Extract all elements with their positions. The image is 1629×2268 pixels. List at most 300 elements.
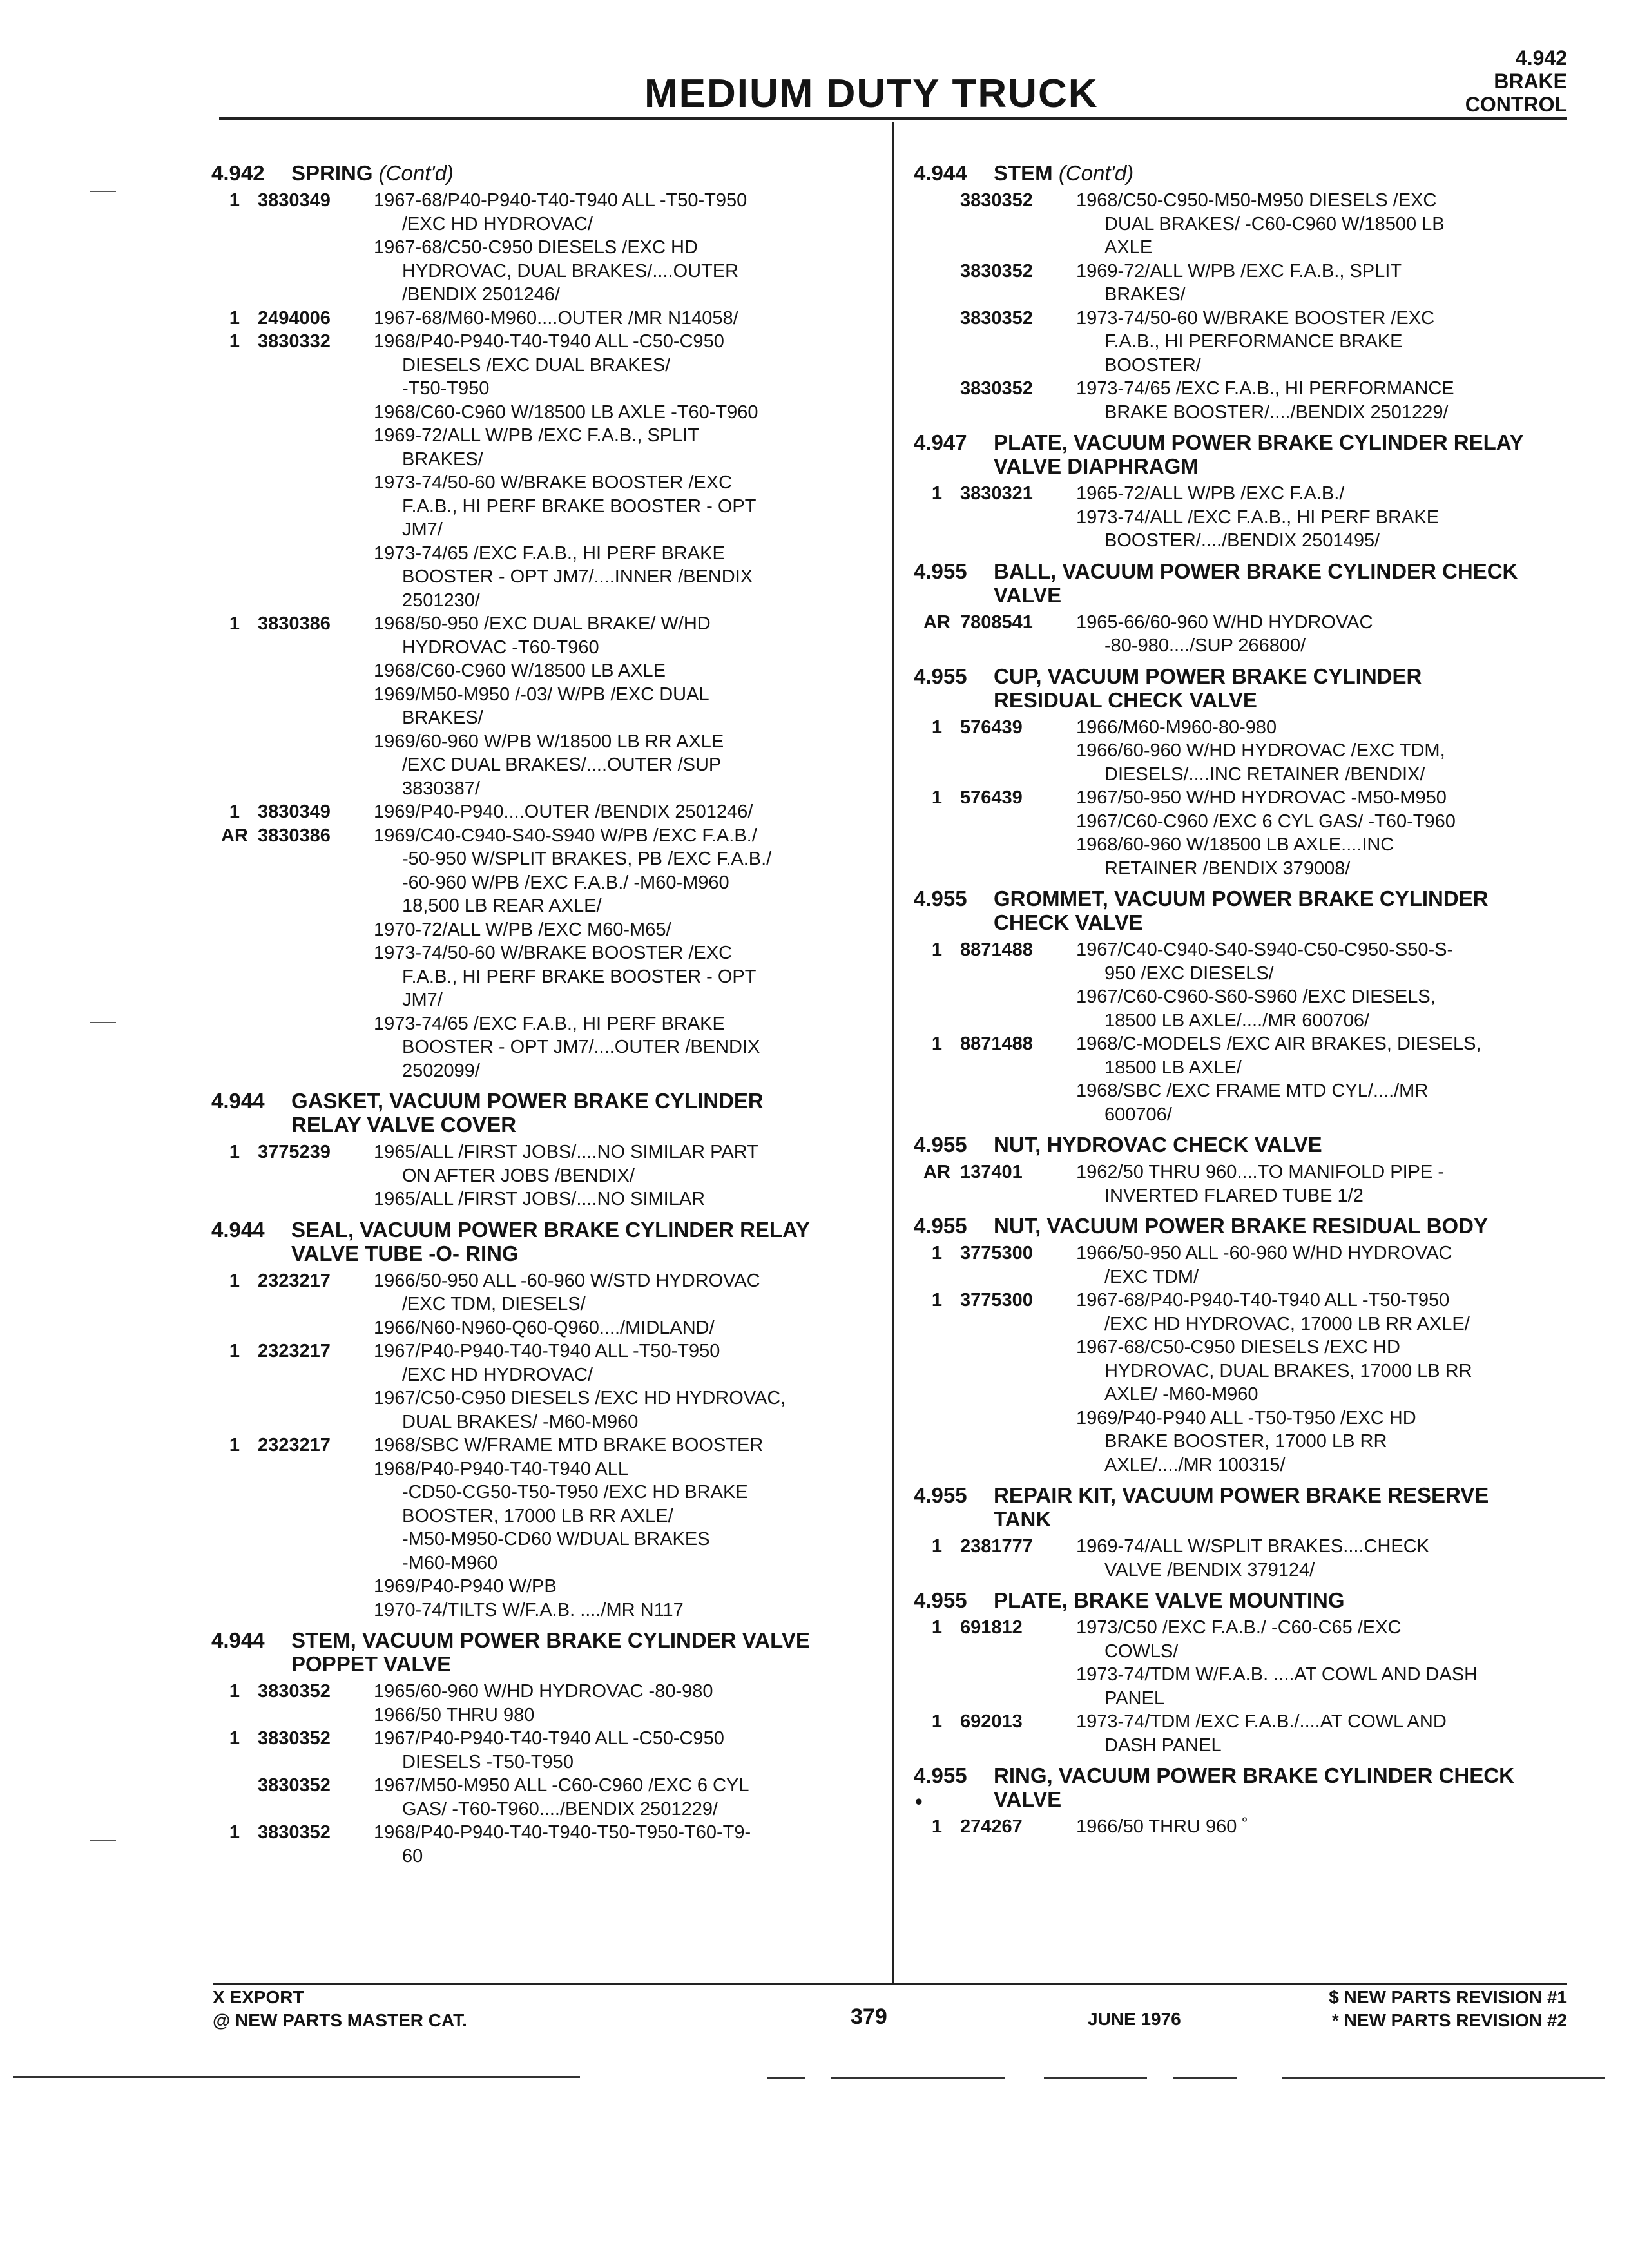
description-line: 1966/50 THRU 960 ˚ (1076, 1816, 1249, 1837)
description-line: -M60-M960 (402, 1552, 498, 1573)
description-line: -60-960 W/PB /EXC F.A.B./ -M60-M960 (402, 872, 729, 893)
description-line: 1969/60-960 W/PB W/18500 LB RR AXLE (374, 731, 724, 752)
description-line: 1965/60-960 W/HD HYDROVAC -80-980 (374, 1681, 713, 1702)
part-number: 3830352 (960, 260, 1033, 282)
description-line: 1967/P40-P940-T40-T940 ALL -C50-C950 (374, 1728, 724, 1749)
part-description (374, 1774, 875, 1821)
part-quantity (211, 1774, 258, 1821)
part-quantity: 1 (229, 802, 240, 822)
part-number: 3830352 (258, 1681, 331, 1702)
part-quantity: 1 (229, 1681, 240, 1702)
part-description (1076, 1710, 1565, 1757)
description-line: 18,500 LB REAR AXLE/ (402, 896, 602, 916)
part-number: 691812 (960, 1617, 1023, 1638)
part-description (374, 1340, 875, 1434)
description-line: 1969/M50-M950 /-03/ W/PB /EXC DUAL (374, 684, 709, 705)
section-title (994, 1483, 1565, 1531)
part-description (1076, 716, 1565, 787)
part-quantity: 1 (931, 483, 943, 504)
part-entry (914, 1289, 1565, 1477)
section-title-line: RELAY VALVE COVER (291, 1113, 517, 1137)
part-entry (914, 786, 1565, 880)
part-quantity: 1 (931, 1711, 943, 1732)
description-line: /EXC TDM, DIESELS/ (402, 1294, 586, 1314)
part-entry (914, 938, 1565, 1032)
legend-revision-1: $ NEW PARTS REVISION #1 (1329, 1987, 1567, 2007)
part-entry (211, 800, 875, 824)
part-entry (211, 1269, 875, 1340)
description-line: 1973-74/65 /EXC F.A.B., HI PERF BRAKE (374, 1013, 725, 1034)
description-line: HYDROVAC -T60-T960 (402, 637, 599, 658)
description-line: 1969/P40-P940 W/PB (374, 1576, 557, 1597)
part-quantity (914, 260, 960, 307)
description-line: 1968/C60-C960 W/18500 LB AXLE -T60-T960 (374, 401, 758, 423)
footer-legend-left (213, 1986, 467, 2032)
description-line: 1969/C40-C940-S40-S940 W/PB /EXC F.A.B./ (374, 825, 757, 846)
continued-label: (Cont'd) (1058, 161, 1134, 185)
description-line: 1968/SBC W/FRAME MTD BRAKE BOOSTER (374, 1435, 764, 1456)
section-number: 4.955 (914, 1214, 967, 1238)
section-number: 4.955 (914, 559, 967, 583)
section-title (994, 1763, 1565, 1811)
description-line: 1967/M50-M950 ALL -C60-C960 /EXC 6 CYL (374, 1775, 749, 1796)
part-number: 692013 (960, 1711, 1023, 1732)
section-title-text: STEM (994, 161, 1059, 185)
part-entry (211, 612, 875, 800)
description-line: 1965/ALL /FIRST JOBS/....NO SIMILAR (374, 1189, 706, 1209)
part-entry (914, 377, 1565, 424)
description-line: BRAKE BOOSTER/..../BENDIX 2501229/ (1104, 401, 1449, 423)
description-line: BOOSTER - OPT JM7/....INNER /BENDIX (402, 566, 753, 587)
scan-artifact-line (1044, 2077, 1147, 2079)
part-number: 2323217 (258, 1270, 331, 1291)
part-number: 576439 (960, 787, 1023, 808)
section-title-line: VALVE (994, 582, 1062, 607)
footer-date: JUNE 1976 (1088, 2009, 1181, 2029)
continued-label: (Cont'd) (378, 161, 454, 185)
revision-mark: • (915, 1789, 923, 1813)
section-heading (914, 1588, 1565, 1612)
section-number: 4.947 (914, 430, 967, 454)
part-description (1076, 377, 1565, 424)
part-quantity: 1 (229, 1822, 240, 1843)
description-line: 1969/P40-P940....OUTER /BENDIX 2501246/ (374, 802, 753, 822)
part-number: 3830349 (258, 802, 331, 822)
description-line: DUAL BRAKES/ -M60-M960 (402, 1411, 639, 1432)
part-entry (914, 1710, 1565, 1757)
section-title-line: STEM, VACUUM POWER BRAKE CYLINDER VALVE (291, 1628, 810, 1652)
part-quantity: 1 (931, 1290, 943, 1311)
part-number: 3830352 (960, 190, 1033, 211)
description-line: DASH PANEL (1104, 1735, 1222, 1756)
part-quantity: 1 (931, 1536, 943, 1557)
description-line: 1967/P40-P940-T40-T940 ALL -T50-T950 (374, 1341, 720, 1361)
part-quantity: 1 (229, 613, 240, 634)
description-line: 1965-72/ALL W/PB /EXC F.A.B./ (1076, 483, 1345, 504)
part-description (374, 307, 875, 331)
description-line: 1973/C50 /EXC F.A.B./ -C60-C65 /EXC (1076, 1617, 1402, 1638)
part-entry (211, 1680, 875, 1727)
description-line: JM7/ (402, 519, 443, 540)
part-quantity: 1 (229, 331, 240, 352)
description-line: 1968/P40-P940-T40-T940 ALL -C50-C950 (374, 331, 724, 352)
description-line: AXLE/..../MR 100315/ (1104, 1454, 1286, 1475)
part-number: 3830352 (960, 307, 1033, 329)
description-line: RETAINER /BENDIX 379008/ (1104, 858, 1351, 879)
description-line: HYDROVAC, DUAL BRAKES/....OUTER (402, 260, 739, 282)
page-number: 379 (851, 2004, 887, 2029)
part-description (374, 1269, 875, 1340)
description-line: 1970-72/ALL W/PB /EXC M60-M65/ (374, 919, 671, 940)
section-title-line: CHECK VALVE (994, 910, 1143, 934)
footer-rule (213, 1983, 1567, 1985)
description-line: 1967-68/C50-C950 DIESELS /EXC HD (1076, 1337, 1400, 1358)
section-heading (914, 1133, 1565, 1157)
part-entry (914, 1616, 1565, 1710)
section-title-line: VALVE TUBE -O- RING (291, 1241, 519, 1265)
part-quantity: 1 (229, 307, 240, 329)
description-line: BOOSTER, 17000 LB RR AXLE/ (402, 1505, 673, 1526)
description-line: 1969-72/ALL W/PB /EXC F.A.B., SPLIT (1076, 260, 1402, 282)
part-quantity: 1 (931, 1033, 943, 1054)
part-description (1076, 1289, 1565, 1477)
description-line: 60 (402, 1845, 423, 1867)
scan-artifact-line (831, 2077, 1005, 2079)
part-quantity: 1 (931, 787, 943, 808)
part-quantity (914, 377, 960, 424)
description-line: 1967-68/P40-P940-T40-T940 ALL -T50-T950 (1076, 1290, 1450, 1311)
description-line: 1969-74/ALL W/SPLIT BRAKES....CHECK (1076, 1536, 1430, 1557)
section-number: 4.944 (211, 1089, 265, 1113)
description-line: 950 /EXC DIESELS/ (1104, 963, 1274, 984)
description-line: BRAKES/ (402, 448, 483, 470)
description-line: PANEL (1104, 1687, 1164, 1709)
part-quantity: 1 (229, 1341, 240, 1361)
section-title (994, 664, 1565, 712)
part-quantity: AR (923, 611, 950, 633)
part-description (1076, 1242, 1565, 1289)
description-line: ON AFTER JOBS /BENDIX/ (402, 1165, 635, 1186)
part-number: 8871488 (960, 939, 1033, 960)
section-title (291, 1628, 875, 1676)
section-heading (211, 161, 875, 185)
description-line: /EXC DUAL BRAKES/....OUTER /SUP (402, 754, 722, 775)
part-entry (914, 1032, 1565, 1126)
description-line: BOOSTER - OPT JM7/....OUTER /BENDIX (402, 1037, 760, 1057)
description-line: 1969/P40-P940 ALL -T50-T950 /EXC HD (1076, 1407, 1416, 1428)
section-heading (914, 430, 1565, 478)
description-line: 600706/ (1104, 1104, 1172, 1125)
part-entry (914, 482, 1565, 553)
section-title-line: GASKET, VACUUM POWER BRAKE CYLINDER (291, 1089, 764, 1113)
part-number: 3775300 (960, 1243, 1033, 1264)
description-line: JM7/ (402, 990, 443, 1010)
section-title-line: PLATE, BRAKE VALVE MOUNTING (994, 1588, 1345, 1612)
section-number: 4.955 (914, 887, 967, 910)
section-title-line: RING, VACUUM POWER BRAKE CYLINDER CHECK (994, 1763, 1514, 1787)
part-entry (211, 1340, 875, 1434)
part-description (1076, 1535, 1565, 1582)
part-description (374, 1727, 875, 1774)
section-title-text: SPRING (291, 161, 379, 185)
part-description (1076, 307, 1565, 378)
description-line: -CD50-CG50-T50-T950 /EXC HD BRAKE (402, 1482, 748, 1503)
section-heading (914, 161, 1565, 185)
section-number: 4.955 (914, 1133, 967, 1157)
part-entry (211, 330, 875, 612)
description-line: /EXC HD HYDROVAC/ (402, 1364, 593, 1385)
part-number: 576439 (960, 716, 1023, 738)
section-title (291, 1218, 875, 1265)
section-title (291, 161, 875, 185)
description-line: F.A.B., HI PERF BRAKE BOOSTER - OPT (402, 495, 757, 517)
description-line: 18500 LB AXLE/ (1104, 1057, 1242, 1078)
section-title-line: NUT, HYDROVAC CHECK VALVE (994, 1133, 1322, 1157)
section-title (994, 161, 1565, 185)
part-quantity: 1 (931, 1617, 943, 1638)
legend-master-cat: @ NEW PARTS MASTER CAT. (213, 2010, 467, 2030)
description-line: 1973-74/TDM /EXC F.A.B./....AT COWL AND (1076, 1711, 1447, 1732)
description-line: F.A.B., HI PERF BRAKE BOOSTER - OPT (402, 966, 757, 987)
description-line: 1967/50-950 W/HD HYDROVAC -M50-M950 (1076, 787, 1447, 808)
part-quantity: AR (923, 1162, 950, 1182)
scan-mark (90, 1022, 116, 1023)
description-line: 1973-74/50-60 W/BRAKE BOOSTER /EXC (374, 472, 733, 493)
description-line: 1970-74/TILTS W/F.A.B. ..../MR N117 (374, 1599, 684, 1620)
description-line: /EXC HD HYDROVAC/ (402, 213, 593, 235)
description-line: INVERTED FLARED TUBE 1/2 (1104, 1185, 1364, 1206)
part-quantity: AR (221, 825, 248, 846)
part-entry (211, 1140, 875, 1211)
description-line: 1973-74/65 /EXC F.A.B., HI PERFORMANCE (1076, 378, 1454, 399)
section-heading (914, 1214, 1565, 1238)
section-title-line: GROMMET, VACUUM POWER BRAKE CYLINDER (994, 887, 1489, 910)
header-rule (219, 117, 1567, 120)
section-number: 4.955 (914, 1588, 967, 1612)
part-entry (211, 307, 875, 331)
description-line: BRAKE BOOSTER, 17000 LB RR (1104, 1431, 1387, 1452)
part-number: 3775239 (258, 1142, 331, 1162)
description-line: 1968/C-MODELS /EXC AIR BRAKES, DIESELS, (1076, 1033, 1481, 1054)
section-title-line: VALVE DIAPHRAGM (994, 454, 1199, 478)
description-line: 1967-68/M60-M960....OUTER /MR N14058/ (374, 307, 738, 329)
description-line: 1966/50 THRU 980 (374, 1704, 535, 1725)
part-entry (914, 1535, 1565, 1582)
part-entry (211, 1434, 875, 1622)
section-number: 4.955 (914, 664, 967, 688)
section-title-line: BALL, VACUUM POWER BRAKE CYLINDER CHECK (994, 559, 1518, 583)
description-line: -80-980..../SUP 266800/ (1104, 635, 1306, 656)
description-line: AXLE/ -M60-M960 (1104, 1384, 1258, 1405)
part-description (1076, 1815, 1565, 1839)
description-line: 1966/50-950 ALL -60-960 W/STD HYDROVAC (374, 1270, 760, 1291)
description-line: GAS/ -T60-T960..../BENDIX 2501229/ (402, 1798, 718, 1820)
section-heading (914, 664, 1565, 712)
part-description (374, 612, 875, 800)
description-line: 1962/50 THRU 960....TO MANIFOLD PIPE - (1076, 1162, 1445, 1182)
part-description (374, 1140, 875, 1211)
description-line: 1968/50-950 /EXC DUAL BRAKE/ W/HD (374, 613, 711, 634)
part-description (374, 189, 875, 307)
section-title (994, 1214, 1565, 1238)
description-line: BOOSTER/ (1104, 354, 1201, 376)
section-number: 4.955 (914, 1483, 967, 1507)
part-quantity: 1 (931, 939, 943, 960)
left-column (211, 155, 875, 1868)
column-divider (892, 122, 894, 1984)
part-entry (211, 189, 875, 307)
part-entry (914, 1815, 1565, 1839)
description-line: 1966/M60-M960-80-980 (1076, 716, 1277, 738)
section-number: 4.942 (1515, 46, 1567, 70)
part-description (374, 1680, 875, 1727)
part-quantity: 1 (229, 1270, 240, 1291)
description-line: 1973-74/65 /EXC F.A.B., HI PERF BRAKE (374, 543, 725, 564)
legend-revision-2: * NEW PARTS REVISION #2 (1331, 2010, 1567, 2030)
part-entry (211, 1821, 875, 1868)
part-description (1076, 611, 1565, 658)
section-heading (914, 559, 1565, 607)
description-line: BRAKES/ (402, 707, 483, 728)
description-line: /EXC TDM/ (1104, 1266, 1199, 1287)
section-code-block (1465, 46, 1567, 116)
description-line: DUAL BRAKES/ -C60-C960 W/18500 LB (1104, 213, 1445, 235)
part-number: 2323217 (258, 1341, 331, 1361)
description-line: AXLE (1104, 237, 1153, 258)
part-number: 2494006 (258, 307, 331, 329)
section-title-line: PLATE, VACUUM POWER BRAKE CYLINDER RELAY (994, 430, 1524, 454)
description-line: 1967/C60-C960-S60-S960 /EXC DIESELS, (1076, 986, 1436, 1007)
part-quantity: 1 (229, 190, 240, 211)
description-line: 1967-68/P40-P940-T40-T940 ALL -T50-T950 (374, 190, 747, 211)
part-quantity: 1 (931, 1243, 943, 1264)
part-description (374, 330, 875, 612)
part-number: 3830352 (960, 378, 1033, 399)
part-quantity: 1 (229, 1142, 240, 1162)
scan-artifact-line (767, 2077, 805, 2079)
section-title-line: POPPET VALVE (291, 1652, 452, 1676)
part-number: 3830352 (258, 1728, 331, 1749)
description-line: 1968/C50-C950-M50-M950 DIESELS /EXC (1076, 190, 1437, 211)
right-column (914, 155, 1565, 1839)
section-heading (211, 1218, 875, 1265)
description-line: 1968/P40-P940-T40-T940-T50-T950-T60-T9- (374, 1822, 751, 1843)
description-line: 1973-74/ALL /EXC F.A.B., HI PERF BRAKE (1076, 506, 1440, 528)
description-line: 1973-74/50-60 W/BRAKE BOOSTER /EXC (1076, 307, 1435, 329)
description-line: /BENDIX 2501246/ (402, 284, 561, 305)
description-line: -M50-M950-CD60 W/DUAL BRAKES (402, 1529, 710, 1550)
part-description (1076, 1032, 1565, 1126)
section-title-line: CUP, VACUUM POWER BRAKE CYLINDER (994, 664, 1422, 688)
part-quantity (914, 307, 960, 378)
section-heading (211, 1628, 875, 1676)
description-line: DIESELS/....INC RETAINER /BENDIX/ (1104, 764, 1425, 785)
description-line: 1967/C60-C960 /EXC 6 CYL GAS/ -T60-T960 (1076, 811, 1456, 832)
description-line: DIESELS -T50-T950 (402, 1751, 574, 1773)
part-number: 3830386 (258, 613, 331, 634)
part-number: 3830352 (258, 1822, 331, 1843)
section-title-line (291, 161, 875, 185)
part-entry (914, 307, 1565, 378)
section-heading (914, 1763, 1565, 1811)
scan-artifact-line (1282, 2077, 1605, 2079)
description-line: -T50-T950 (402, 378, 490, 399)
section-number: 4.944 (211, 1628, 265, 1652)
description-line: 1973-74/50-60 W/BRAKE BOOSTER /EXC (374, 943, 733, 963)
section-title (994, 430, 1565, 478)
description-line: DIESELS /EXC DUAL BRAKES/ (402, 354, 671, 376)
part-entry (211, 1727, 875, 1774)
section-title-line: RESIDUAL CHECK VALVE (994, 687, 1257, 712)
section-number: 4.944 (914, 161, 967, 185)
section-heading (914, 887, 1565, 934)
description-line: 1966/60-960 W/HD HYDROVAC /EXC TDM, (1076, 740, 1445, 761)
description-line: BRAKES/ (1104, 284, 1186, 305)
part-number: 3830332 (258, 331, 331, 352)
part-number: 3775300 (960, 1290, 1033, 1311)
part-description (1076, 786, 1565, 880)
section-title (994, 1133, 1565, 1157)
description-line: 1967-68/C50-C950 DIESELS /EXC HD (374, 237, 698, 258)
description-line: 1967/C40-C940-S40-S940-C50-C950-S50-S- (1076, 939, 1454, 960)
description-line: 3830387/ (402, 778, 480, 799)
part-entry (211, 1774, 875, 1821)
part-number: 2381777 (960, 1536, 1033, 1557)
page-title: MEDIUM DUTY TRUCK (644, 72, 1099, 116)
part-number: 7808541 (960, 611, 1033, 633)
section-title-line: NUT, VACUUM POWER BRAKE RESIDUAL BODY (994, 1214, 1488, 1238)
part-entry (914, 611, 1565, 658)
description-line: 1973-74/TDM W/F.A.B. ....AT COWL AND DASH (1076, 1664, 1478, 1685)
part-number: 137401 (960, 1162, 1023, 1182)
part-quantity: 1 (931, 716, 943, 738)
part-number: 3830352 (258, 1775, 331, 1796)
description-line: 1968/60-960 W/18500 LB AXLE....INC (1076, 834, 1394, 855)
part-number: 3830321 (960, 483, 1033, 504)
description-line: 2501230/ (402, 590, 480, 611)
section-number: 4.944 (211, 1217, 265, 1242)
section-title (994, 1588, 1565, 1612)
part-description (1076, 1616, 1565, 1710)
section-title-line: REPAIR KIT, VACUUM POWER BRAKE RESERVE (994, 1483, 1489, 1507)
section-title-line: VALVE (994, 1787, 1062, 1811)
description-line: COWLS/ (1104, 1640, 1179, 1662)
part-entry (914, 1242, 1565, 1289)
description-line: 18500 LB AXLE/..../MR 600706/ (1104, 1010, 1370, 1031)
section-title (994, 887, 1565, 934)
description-line: F.A.B., HI PERFORMANCE BRAKE (1104, 331, 1403, 352)
part-description (1076, 482, 1565, 553)
description-line: 1966/N60-N960-Q60-Q960..../MIDLAND/ (374, 1317, 715, 1338)
description-line: VALVE /BENDIX 379124/ (1104, 1559, 1315, 1581)
part-description (1076, 189, 1565, 260)
description-line: HYDROVAC, DUAL BRAKES, 17000 LB RR (1104, 1360, 1472, 1381)
section-heading (914, 1483, 1565, 1531)
part-quantity: 1 (931, 1816, 943, 1837)
footer-legend-right (1329, 1986, 1567, 2032)
section-name-line1: BRAKE (1494, 70, 1567, 93)
part-entry (914, 716, 1565, 787)
part-description (1076, 260, 1565, 307)
part-quantity: 1 (229, 1435, 240, 1456)
part-description (1076, 938, 1565, 1032)
part-description (1076, 1160, 1565, 1207)
description-line: 1968/SBC /EXC FRAME MTD CYL/..../MR (1076, 1081, 1429, 1101)
part-description (374, 1821, 875, 1868)
description-line: 1969-72/ALL W/PB /EXC F.A.B., SPLIT (374, 425, 700, 446)
description-line: 1968/C60-C960 W/18500 LB AXLE (374, 660, 666, 681)
part-number: 274267 (960, 1816, 1023, 1837)
